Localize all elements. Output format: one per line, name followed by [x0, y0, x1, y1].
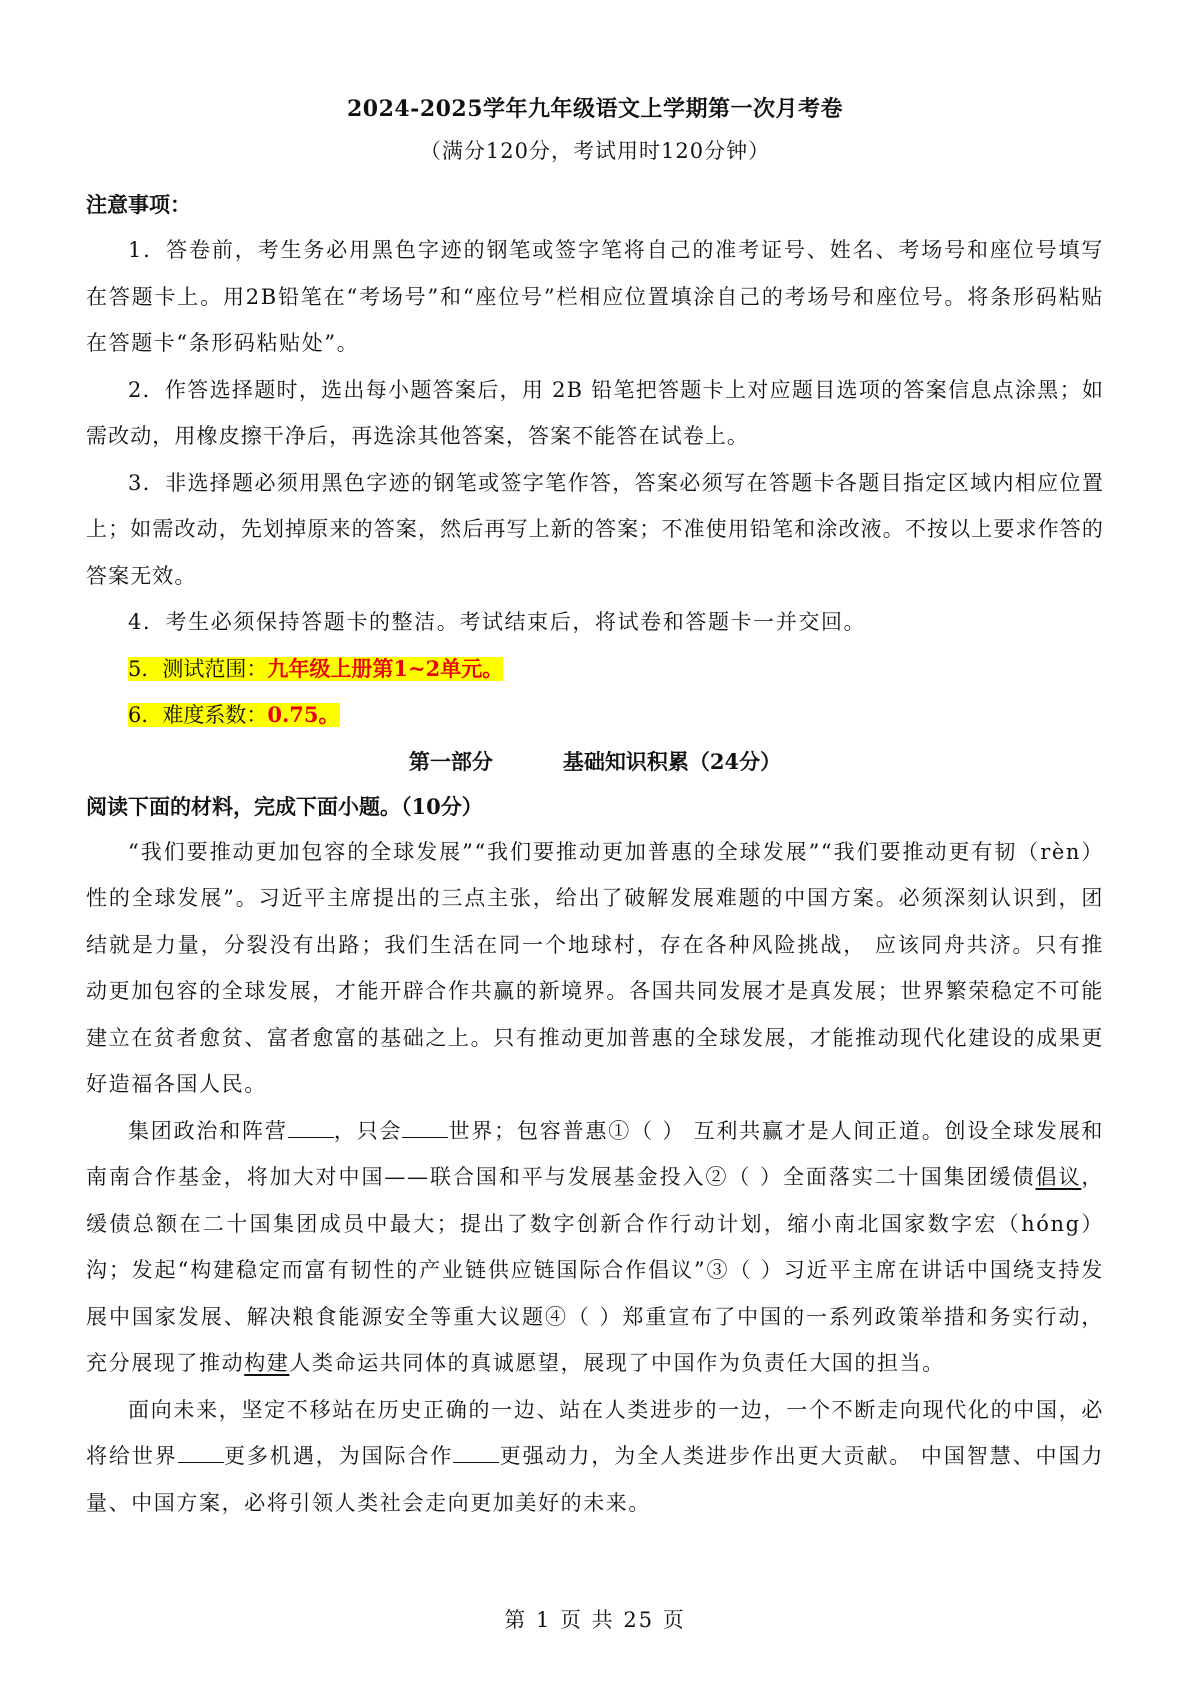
note-4: 4．考生必须保持答题卡的整洁。考试结束后，将试卷和答题卡一并交回。 — [128, 610, 867, 634]
fill-blank — [453, 1444, 499, 1463]
passage-paragraph-1: “我们要推动更加包容的全球发展”“我们要推动更加普惠的全球发展”“我们要推动更有韧（rèn）性的全球发展”。习近平主席提出的三点主张，给出了破解发展难题的中国方案。必须深刻认识到，团结就是力量，分裂没有出路；我们生活在同一个地球村，存在各种风险挑战， 应该同舟共济。只有推动更加包容的全球发展，才能开辟合作共赢的新境界。各国共同发展才是真发展；世界繁荣稳定不可能建立在贫者愈贫、富者愈富的基础之上。只有推动更加普惠的全球发展，才能推动现代化建设的成果更好造福各国人民。 — [86, 839, 1104, 1096]
note-6-label: 6．难度系数： — [128, 703, 268, 727]
note-5-value: 九年级上册第1~2单元。 — [267, 655, 504, 681]
passage-text: 更多机遇，为国际合作 — [223, 1444, 454, 1468]
exam-subtitle: （满分120分，考试用时120分钟） — [419, 139, 771, 163]
passage-paragraph-2 — [86, 1108, 1104, 1387]
passage-text: ，缓债总额在二十国集团成员中最大；提出了数字创新合作行动计划，缩小南北国家数字宏（hóng）沟；发起“构建稳定而富有韧性的产业链供应链国际合作倡议”③（ ）习近平主席在讲话中国绕支持发展中国家发展、解决粮食能源安全等重大议题④（ ）郑重宣布了中国的一系列政策举措和务实行动，充分展现了推动 — [86, 1165, 1105, 1375]
passage-text: 更强动力，为全人类进步作出更大贡献。 中国智慧、中国力量、中国方案，必将引领人类社会走向更加美好的未来。 — [86, 1444, 1105, 1515]
fill-blank — [402, 1119, 448, 1138]
underlined-word: 倡议 — [1035, 1165, 1082, 1189]
part-title — [86, 739, 1104, 785]
passage-text: ，只会 — [333, 1118, 403, 1143]
passage-paragraph-3 — [86, 1387, 1104, 1527]
part-name: 第一部分 — [408, 748, 493, 774]
note-6 — [128, 692, 1104, 739]
note-2: 2．作答选择题时，选出每小题答案后，用 2B 铅笔把答题卡上对应题目选项的答案信息点涂黑；如需改动，用橡皮擦干净后，再选涂其他答案，答案不能答在试卷上。 — [86, 377, 1104, 448]
note-1: 1．答卷前，考生务必用黑色字迹的钢笔或签字笔将自己的准考证号、姓名、考场号和座位号填写在答题卡上。用2B铅笔在“考场号”和“座位号”栏相应位置填涂自己的考场号和座位号。将条形码粘贴在答题卡“条形码粘贴处”。 — [86, 238, 1104, 355]
fill-blank — [288, 1119, 334, 1138]
note-3: 3．非选择题必须用黑色字迹的钢笔或签字笔作答，答案必须写在答题卡各题目指定区域内相应位置上；如需改动，先划掉原来的答案，然后再写上新的答案；不准使用铅笔和涂改液。不按以上要求作答的答案无效。 — [86, 470, 1104, 588]
underlined-word: 构建 — [244, 1351, 290, 1375]
part-subtitle: 基础知识积累（24分） — [562, 748, 782, 774]
note-6-value: 0.75。 — [267, 702, 340, 727]
page-footer: 第 1 页 共 25 页 — [504, 1608, 686, 1632]
notes-heading: 注意事项： — [86, 192, 191, 217]
note-5 — [128, 646, 1104, 693]
passage-text: 人类命运共同体的真诚愿望，展现了中国作为负责任大国的担当。 — [289, 1351, 945, 1375]
reading-heading: 阅读下面的材料，完成下面小题。（10分） — [86, 793, 483, 819]
fill-blank — [178, 1444, 224, 1463]
note-5-label: 5．测试范围： — [128, 656, 268, 681]
passage-text: 世界；包容普惠①（ ） 互利共赢才是人间正道。创设全球发展和南南合作基金，将加大对中国——联合国和平与发展基金投入②（ ）全面落实二十国集团缓债 — [86, 1118, 1104, 1189]
passage-text: 集团政治和阵营 — [128, 1118, 288, 1143]
passage-text: 面向未来，坚定不移站在历史正确的一边、站在人类进步的一边，一个不断走向现代化的中国，必将给世界 — [86, 1397, 1104, 1468]
exam-title: 2024-2025学年九年级语文上学期第一次月考卷 — [346, 96, 844, 122]
